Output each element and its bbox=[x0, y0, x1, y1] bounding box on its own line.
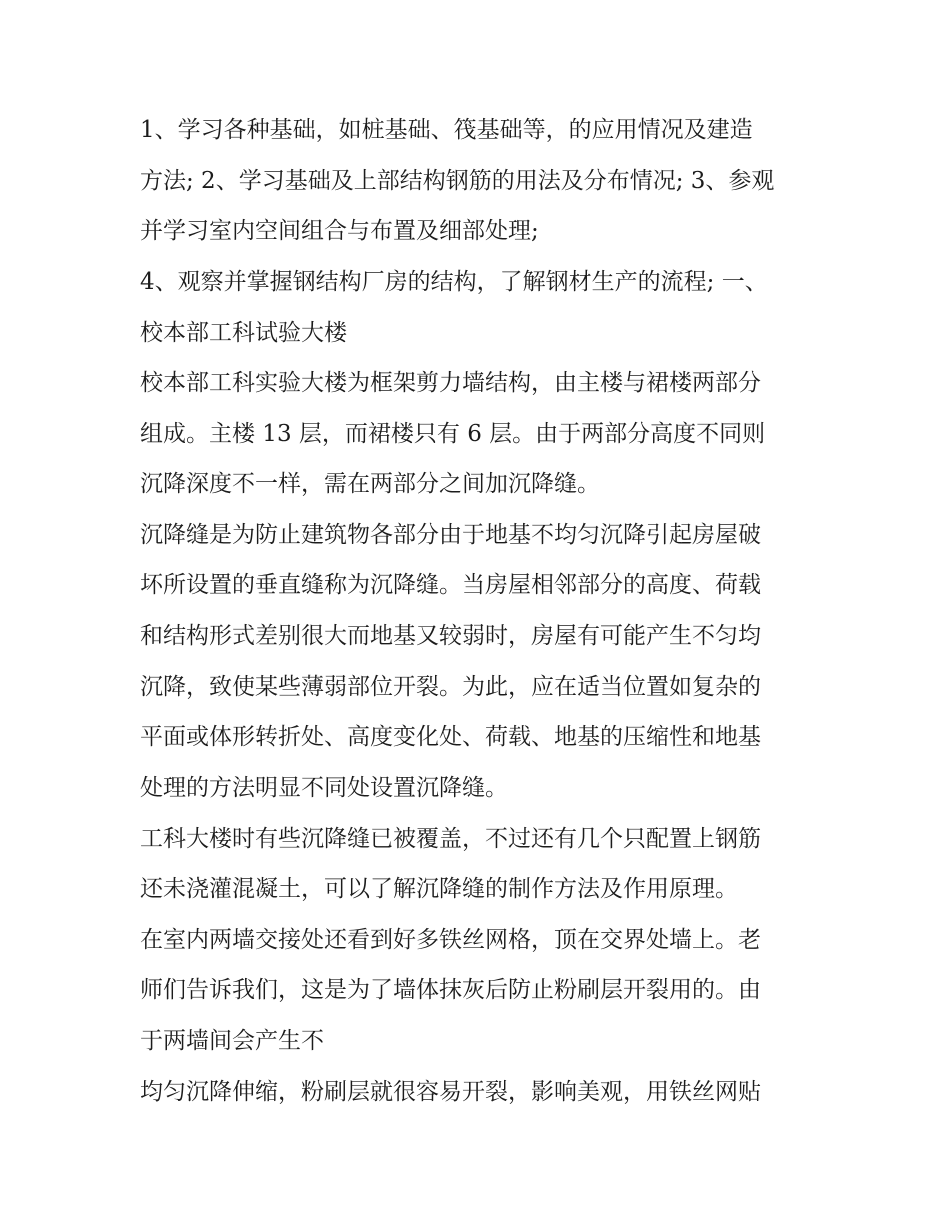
text-line: 组成。主楼 13 层，而裙楼只有 6 层。由于两部分高度不同则 bbox=[140, 421, 766, 447]
text-line: 在室内两墙交接处还看到好多铁丝网格，顶在交界处墙上。老 bbox=[140, 927, 761, 953]
text-line: 1、学习各种基础，如桩基础、筏基础等，的应用情况及建造 bbox=[140, 117, 753, 143]
text-line: 并学习室内空间组合与布置及细部处理; bbox=[140, 218, 539, 244]
text-line: 于两墙间会产生不 bbox=[140, 1028, 324, 1054]
text-line: 坏所设置的垂直缝称为沉降缝。当房屋相邻部分的高度、荷载 bbox=[140, 572, 761, 598]
text-line: 工科大楼时有些沉降缝已被覆盖，不过还有几个只配置上钢筋 bbox=[140, 826, 761, 852]
text-line: 平面或体形转折处、高度变化处、荷载、地基的压缩性和地基 bbox=[140, 724, 761, 750]
text-line: 师们告诉我们，这是为了墙体抹灰后防止粉刷层开裂用的。由 bbox=[140, 977, 761, 1003]
text-line: 沉降深度不一样，需在两部分之间加沉降缝。 bbox=[140, 471, 600, 497]
text-line: 校本部工科试验大楼 bbox=[140, 320, 347, 346]
text-line: 沉降，致使某些薄弱部位开裂。为此，应在适当位置如复杂的 bbox=[140, 674, 761, 700]
text-line: 4、观察并掌握钢结构厂房的结构，了解钢材生产的流程; 一、 bbox=[140, 269, 768, 295]
text-line: 沉降缝是为防止建筑物各部分由于地基不均匀沉降引起房屋破 bbox=[140, 522, 761, 548]
text-line: 和结构形式差别很大而地基又较弱时，房屋有可能产生不匀均 bbox=[140, 623, 761, 649]
text-line: 处理的方法明显不同处设置沉降缝。 bbox=[140, 775, 508, 801]
text-line: 还未浇灌混凝土，可以了解沉降缝的制作方法及作用原理。 bbox=[140, 876, 738, 902]
text-line: 校本部工科实验大楼为框架剪力墙结构，由主楼与裙楼两部分 bbox=[140, 370, 761, 396]
text-line: 方法; 2、学习基础及上部结构钢筋的用法及分布情况; 3、参观 bbox=[140, 168, 775, 194]
text-line: 均匀沉降伸缩，粉刷层就很容易开裂，影响美观，用铁丝网贴 bbox=[140, 1079, 761, 1105]
